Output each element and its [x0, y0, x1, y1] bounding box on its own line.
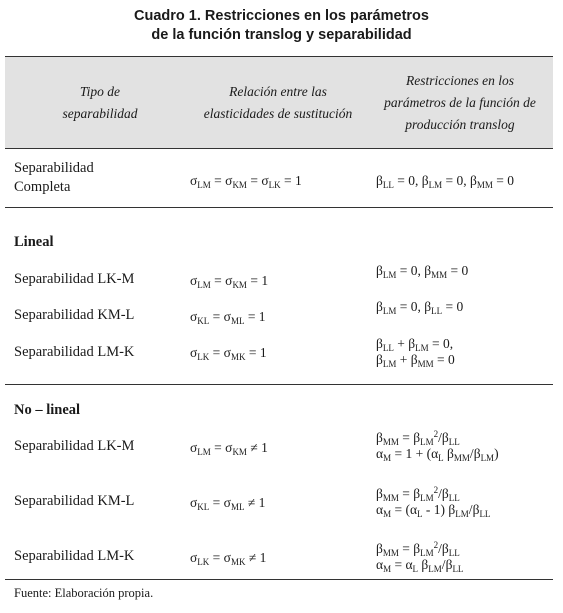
header-tipo-separabilidad: Tipo de separabilidad [62, 83, 138, 121]
row-label-lineal-lmk: Separabilidad LM-K [14, 344, 135, 360]
restriction-lineal-kml: $\beta_{LM} = 0$, $\beta_{LL} = 0$ [376, 299, 464, 316]
row-label-lineal-lkm: Separabilidad LK-M [14, 271, 135, 287]
table-title-line-2: de la función translog y separabilidad [151, 27, 412, 43]
source-note: Fuente: Elaboración propia. [14, 586, 154, 600]
section-title-no-lineal: No – lineal [14, 402, 81, 418]
relation-completa: $\sigma_{LM} = \sigma_{KM} = \sigma_{LK} = 1$ [190, 173, 302, 190]
restriction-lineal-lkm: $\beta_{LM} = 0$, $\beta_{MM} = 0$ [376, 263, 469, 280]
relation-nolineal-lmk: $\sigma_{LK} = \sigma_{MK} \ne 1$ [190, 550, 267, 567]
restriction-nolineal-kml: $\beta_{MM} = \beta_{LM}^2/\beta_{LL}$ $\alpha_M = (\alpha_L - 1)$ $\beta_{LM}/\beta_{LL}$ [376, 485, 491, 519]
relation-lineal-lmk: $\sigma_{LK} = \sigma_{MK} = 1$ [190, 345, 267, 362]
header-restricciones-parametros: Restricciones en los parámetros de la función de producción translog [384, 72, 536, 132]
relation-nolineal-kml: $\sigma_{KL} = \sigma_{ML} \ne 1$ [190, 495, 266, 512]
relation-nolineal-lkm: $\sigma_{LM} = \sigma_{KM} \ne 1$ [190, 440, 268, 457]
header-relacion-elasticidades: Relación entre las elasticidades de sustitución [203, 83, 353, 121]
divider-lineal [5, 384, 553, 385]
row-label-lineal-kml: Separabilidad KM-L [14, 307, 135, 323]
row-label-nolineal-kml: Separabilidad KM-L [14, 493, 135, 509]
row-label-nolineal-lmk: Separabilidad LM-K [14, 548, 135, 564]
relation-lineal-kml: $\sigma_{KL} = \sigma_{ML} = 1$ [190, 309, 266, 326]
row-label-nolineal-lkm: Separabilidad LK-M [14, 438, 135, 454]
table-title-line-1: Cuadro 1. Restricciones en los parámetros [134, 8, 429, 24]
restriction-nolineal-lkm: $\beta_{MM} = \beta_{LM}^2/\beta_{LL}$ $\alpha_M = 1 + (\alpha_L$ $\beta_{MM}/\beta_{LM}$) [376, 429, 499, 463]
relation-lineal-lkm: $\sigma_{LM} = \sigma_{KM} = 1$ [190, 273, 269, 290]
divider-completa [5, 207, 553, 208]
table-bottom-border [5, 579, 553, 580]
row-label-completa: Separabilidad Completa [14, 160, 94, 195]
section-title-lineal: Lineal [14, 234, 54, 250]
table-header [5, 56, 553, 149]
restriction-completa: $\beta_{LL} = 0$, $\beta_{LM} = 0$, $\beta_{MM} = 0$ [376, 173, 514, 190]
restriction-nolineal-lmk: $\beta_{MM} = \beta_{LM}^2/\beta_{LL}$ $\alpha_M = \alpha_L$ $\beta_{LM}/\beta_{LL}$ [376, 540, 464, 574]
restriction-lineal-lmk: $\beta_{LL} + \beta_{LM} = 0$, $\beta_{LM} + \beta_{MM} = 0$ [376, 336, 455, 369]
